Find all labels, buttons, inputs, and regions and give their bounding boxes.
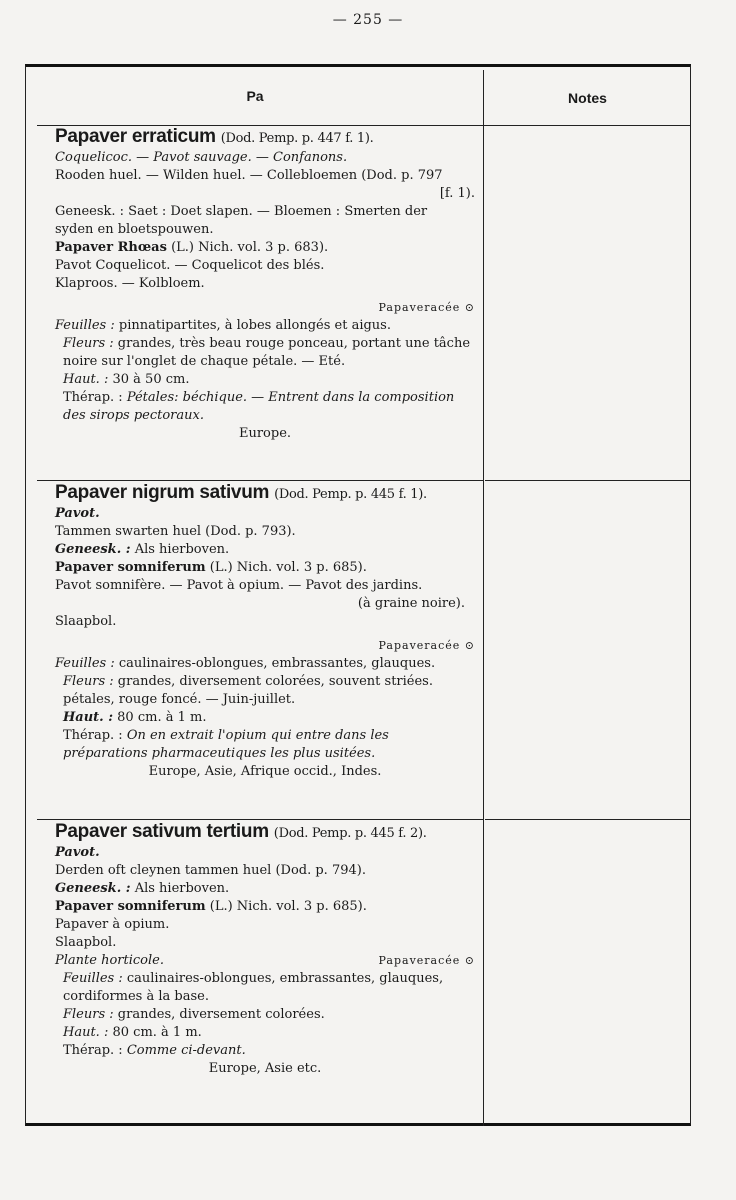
entry-line: Europe, Asie, Afrique occid., Indes. <box>148 764 382 779</box>
entry-line: (à graine noire). <box>357 596 465 611</box>
entry-line: Coquelicoc. — Pavot sauvage. — Confanons. <box>55 150 348 165</box>
entry-line: Derden oft cleynen tammen huel (Dod. p. 794). <box>55 863 366 878</box>
entry-line: Papaver à opium. <box>55 917 170 932</box>
entry-title: Papaver nigrum sativum (Dod. Pemp. p. 445 f. 1). <box>55 482 427 503</box>
entry-line: Slaapbol. <box>55 935 117 950</box>
entry-line: Pavot. <box>55 845 100 860</box>
entry-line: Tammen swarten huel (Dod. p. 793). <box>55 524 296 539</box>
entry-line: Fleurs : grandes, diversement colorées. <box>63 1007 325 1022</box>
entry-papaver-erraticum <box>55 128 475 443</box>
entry-line: Papaver somniferum (L.) Nich. vol. 3 p. 685). <box>55 899 367 914</box>
entry-line: Pavot Coquelicot. — Coquelicot des blés. <box>55 258 325 273</box>
entry-line: Plante horticole. Papaveracée ⊙ <box>55 953 475 968</box>
notes-row-divider <box>485 480 690 481</box>
entry-line: Thérap. : Pétales: béchique. — Entrent dans la composition des sirops pectoraux. <box>63 390 455 423</box>
entry-papaver-sativum-tertium <box>55 823 475 1078</box>
family-label: Papaveracée ⊙ <box>378 301 475 314</box>
column-header-notes: Notes <box>568 90 607 106</box>
entry-title: Papaver erraticum (Dod. Pemp. p. 447 f. 1). <box>55 126 374 147</box>
entry-line: Fleurs : grandes, très beau rouge ponceau, portant une tâche noire sur l'onglet de chaque pétale. — Eté. <box>63 336 471 369</box>
entry-line: Europe. <box>238 426 292 441</box>
entry-title: Papaver sativum tertium (Dod. Pemp. p. 445 f. 2). <box>55 821 427 842</box>
family-label: Papaveracée ⊙ <box>378 639 475 652</box>
entry-line: [f. 1). <box>439 186 475 201</box>
entry-line: Klaproos. — Kolbloem. <box>55 276 205 291</box>
entry-line: Thérap. : Comme ci-devant. <box>63 1043 246 1058</box>
entry-line: Haut. : 30 à 50 cm. <box>63 372 190 387</box>
entry-line: Feuilles : caulinaires-oblongues, embrassantes, glauques, cordiformes à la base. <box>63 971 444 1004</box>
notes-row-divider <box>485 819 690 820</box>
entry-papaver-nigrum-sativum <box>55 484 475 781</box>
entry-line: Europe, Asie etc. <box>208 1061 322 1076</box>
entry-line: Pavot. <box>55 506 100 521</box>
entry-line: Feuilles : caulinaires-oblongues, embrassantes, glauques. <box>55 656 436 671</box>
row-divider <box>37 819 483 820</box>
entry-line: Fleurs : grandes, diversement colorées, souvent striées. pétales, rouge foncé. — Juin-juillet. <box>63 674 433 707</box>
entry-line: Slaapbol. <box>55 614 117 629</box>
column-header-pa: Pa <box>246 88 264 104</box>
column-divider <box>483 70 484 1126</box>
entry-line: Papaver Rhœas (L.) Nich. vol. 3 p. 683). <box>55 240 329 255</box>
entry-line: Geneesk. : Saet : Doet slapen. — Bloemen : Smerten der <box>55 204 428 219</box>
page-number: — 255 — <box>332 12 404 28</box>
entry-line: syden en bloetspouwen. <box>55 222 214 237</box>
entry-line: Haut. : 80 cm. à 1 m. <box>63 1025 202 1040</box>
row-divider <box>37 480 483 481</box>
entry-line: Pavot somnifère. — Pavot à opium. — Pavot des jardins. <box>55 578 423 593</box>
entry-line: Feuilles : pinnatipartites, à lobes allongés et aigus. <box>55 318 391 333</box>
entry-line: Rooden huel. — Wilden huel. — Collebloemen (Dod. p. 797 <box>55 168 443 183</box>
family-label: Papaveracée ⊙ <box>378 954 475 967</box>
entry-line: Papaver somniferum (L.) Nich. vol. 3 p. 685). <box>55 560 367 575</box>
entry-line: Thérap. : On en extrait l'opium qui entre dans les préparations pharmaceutiques les plus usitées. <box>63 728 389 761</box>
entry-line: Geneesk. : Als hierboven. <box>55 881 230 896</box>
entry-line: Haut. : 80 cm. à 1 m. <box>63 710 207 725</box>
entry-line: Geneesk. : Als hierboven. <box>55 542 230 557</box>
notes-header-divider <box>483 125 691 126</box>
